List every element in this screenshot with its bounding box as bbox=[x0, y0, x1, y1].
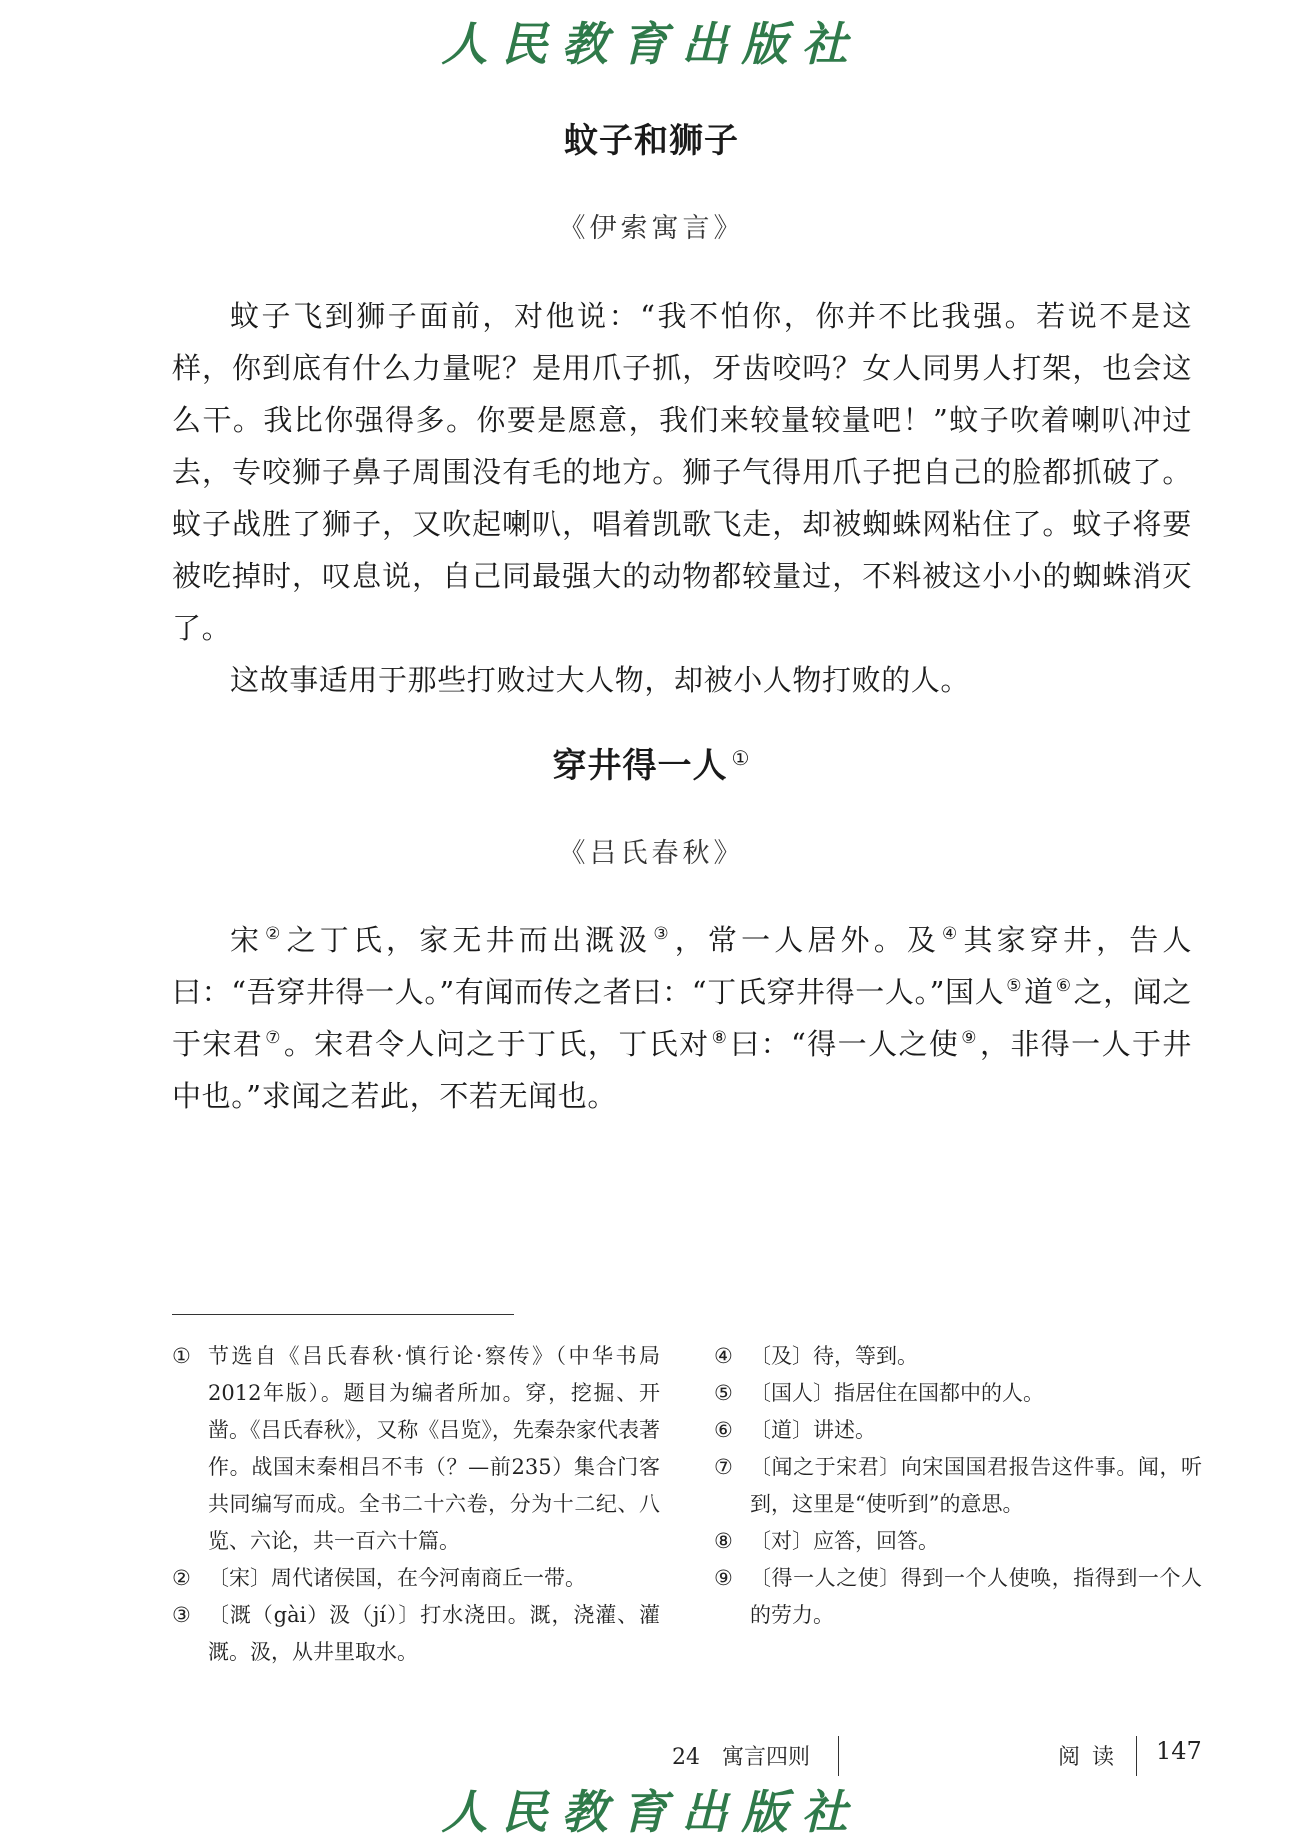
story2-paragraph bbox=[172, 914, 1192, 1122]
publisher-logo-top: 人民教育出版社 bbox=[441, 17, 862, 71]
story2-title: 穿井得一人 bbox=[552, 746, 728, 786]
footnote-text: 〔道〕讲述。 bbox=[750, 1418, 876, 1442]
footnote-1 bbox=[172, 1338, 660, 1560]
story2-text-part: 曰：“得一人之使 bbox=[730, 1027, 960, 1061]
story2-text-part: 宋 bbox=[230, 923, 264, 957]
footnote-number: ② bbox=[172, 1566, 191, 1590]
footnote-text: 〔溉（gài）汲（jí）〕打水浇田。溉，浇灌、灌溉。汲，从井里取水。 bbox=[208, 1603, 660, 1664]
footnote-9 bbox=[714, 1560, 1202, 1634]
story1-paragraph-2: 这故事适用于那些打败过大人物，却被小人物打败的人。 bbox=[230, 663, 971, 697]
footnote-divider bbox=[172, 1314, 514, 1315]
footnote-6 bbox=[714, 1412, 1202, 1449]
story1-source: 《伊索寓言》 bbox=[558, 213, 745, 244]
footnotes-right-column bbox=[714, 1338, 1202, 1634]
story2-source: 《吕氏春秋》 bbox=[558, 838, 745, 869]
footer-section-label: 阅读 bbox=[1058, 1745, 1127, 1770]
footnote-number: ⑦ bbox=[714, 1455, 733, 1479]
footnote-number: ⑧ bbox=[714, 1529, 733, 1553]
story2-text-part: 道 bbox=[1024, 975, 1054, 1009]
footnote-number: ① bbox=[172, 1344, 191, 1368]
footnote-text: 〔及〕待，等到。 bbox=[750, 1344, 918, 1368]
footnote-5 bbox=[714, 1375, 1202, 1412]
publisher-logo-bottom: 人民教育出版社 bbox=[441, 1785, 862, 1839]
footnote-text: 〔得一人之使〕得到一个人使唤，指得到一个人的劳力。 bbox=[750, 1566, 1202, 1627]
page-number: 147 bbox=[1156, 1737, 1202, 1765]
footnote-3 bbox=[172, 1597, 660, 1671]
footnote-text: 〔对〕应答，回答。 bbox=[750, 1529, 939, 1553]
story2-text-part: 。宋君令人问之于丁氏，丁氏对 bbox=[283, 1027, 710, 1061]
story2-title-note-ref: ① bbox=[731, 745, 751, 770]
footnote-number: ⑤ bbox=[714, 1381, 733, 1405]
footnote-7 bbox=[714, 1449, 1202, 1523]
story2-body bbox=[172, 914, 1192, 1122]
story1-paragraph-1: 蚊子飞到狮子面前，对他说：“我不怕你，你并不比我强。若说不是这样，你到底有什么力量呢？是用爪子抓，牙齿咬吗？女人同男人打架，也会这么干。我比你强得多。你要是愿意，我们来较量较量吧！”蚊子吹着喇叭冲过去，专咬狮子鼻子周围没有毛的地方。狮子气得用爪子把自己的脸都抓破了。蚊子战胜了狮子，又吹起喇叭，唱着凯歌飞走，却被蜘蛛网粘住了。蚊子将要被吃掉时，叹息说，自己同最强大的动物都较量过，不料被这小小的蜘蛛消灭了。 bbox=[172, 299, 1192, 645]
footnotes-left-column bbox=[172, 1338, 660, 1671]
footnote-ref-5: ⑤ bbox=[1006, 976, 1023, 997]
footnote-text: 〔国人〕指居住在国都中的人。 bbox=[750, 1381, 1044, 1405]
footnote-number: ④ bbox=[714, 1344, 733, 1368]
footer-divider bbox=[838, 1736, 839, 1776]
story1-body bbox=[172, 290, 1192, 706]
footnote-number: ⑨ bbox=[714, 1566, 733, 1590]
footer-lesson-title: 24 寓言四则 bbox=[672, 1745, 810, 1770]
story1-title: 蚊子和狮子 bbox=[564, 121, 739, 161]
footnote-ref-8: ⑧ bbox=[711, 1028, 729, 1049]
story2-text-part: 其家穿井，告人曰：“吾穿井得一人。”有闻而传之者曰：“丁氏穿井得一人。”国人 bbox=[172, 923, 1192, 1009]
footnote-ref-4: ④ bbox=[942, 924, 962, 945]
story2-text-part: ，非得一人于井中也。”求闻之若此，不若无闻也。 bbox=[172, 1027, 1192, 1113]
footnote-text: 节选自《吕氏春秋·慎行论·察传》（中华书局2012年版）。题目为编者所加。穿，挖掘、开凿。《吕氏春秋》，又称《吕览》，先秦杂家代表著作。战国末秦相吕不韦（？—前235）集合门客共同编写而成。全书二十六卷，分为十二纪、八览、六论，共一百六十篇。 bbox=[208, 1344, 660, 1553]
footnote-4 bbox=[714, 1338, 1202, 1375]
story2-text-part: ，常一人居外。及 bbox=[674, 923, 941, 957]
story2-text-part: 之，闻之于宋君 bbox=[172, 975, 1193, 1061]
footnote-text: 〔宋〕周代诸侯国，在今河南商丘一带。 bbox=[208, 1566, 586, 1590]
footnote-ref-6: ⑥ bbox=[1055, 976, 1072, 997]
footer-divider bbox=[1136, 1736, 1137, 1776]
footnote-ref-9: ⑨ bbox=[961, 1028, 978, 1049]
footnote-ref-3: ③ bbox=[653, 924, 673, 945]
story2-text-part: 之丁氏，家无井而出溉汲 bbox=[286, 923, 652, 957]
story2-title-block bbox=[0, 738, 1303, 787]
footnote-ref-2: ② bbox=[265, 924, 285, 945]
footnote-number: ⑥ bbox=[714, 1418, 733, 1442]
footnote-ref-7: ⑦ bbox=[265, 1028, 282, 1049]
footnote-number: ③ bbox=[172, 1603, 191, 1627]
footnote-8 bbox=[714, 1523, 1202, 1560]
footnote-2 bbox=[172, 1560, 660, 1597]
footnote-text: 〔闻之于宋君〕向宋国国君报告这件事。闻，听到，这里是“使听到”的意思。 bbox=[750, 1455, 1202, 1516]
